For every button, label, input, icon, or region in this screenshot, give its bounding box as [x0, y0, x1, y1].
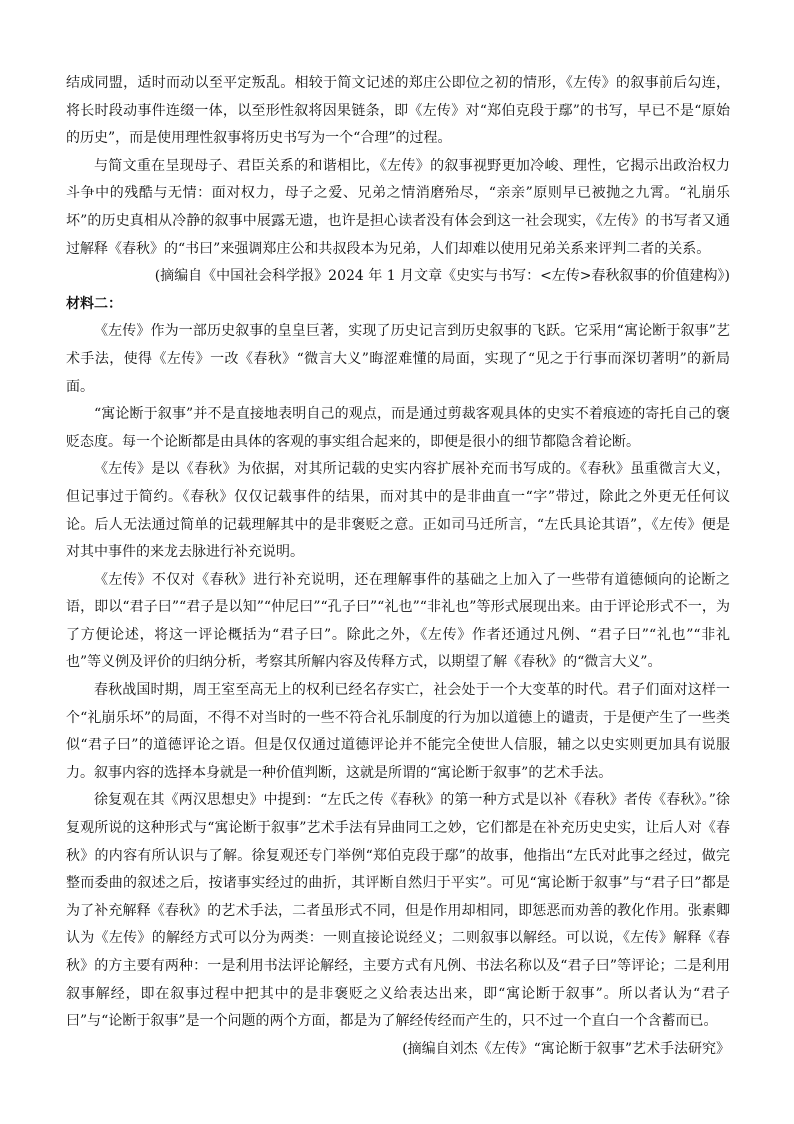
material2-heading: 材料二：: [66, 295, 122, 312]
material1-paragraph-2: 与简文重在呈现母子、君臣关系的和谐相比，《左传》的叙事视野更加冷峻、理性，它揭示出政治权力斗争中的残酷与无情：面对权力，母子之爱、兄弟之情消磨殆尽，“亲亲”原则早已被抛之九霄。“礼崩乐坏”的历史真相从冷静的叙事中展露无遗，也许是担心读者没有体会到这一社会现实，《左传》的书写者又通过解释《春秋》的“书曰”来强调郑庄公和共叔段本为兄弟，人们却难以使用兄弟关系来评判二者的关系。: [66, 157, 730, 257]
material2-paragraph-5: 春秋战国时期，周王室至高无上的权利已经名存实亡，社会处于一个大变革的时代。君子们面对这样一个“礼崩乐坏”的局面，不得不对当时的一些不符合礼乐制度的行为加以道德上的谴责，于是便产生了一些类似“君子曰”的道德评论之语。但是仅仅通过道德评论并不能完全使世人信服，辅之以史实则更加具有说服力。叙事内容的选择本身就是一种价值判断，这就是所谓的“寓论断于叙事”的艺术手法。: [66, 682, 730, 781]
material2-paragraph-3: 《左传》是以《春秋》为依据，对其所记载的史实内容扩展补充而书写成的。《春秋》虽重微言大义，但记事过于简约。《春秋》仅仅记载事件的结果，而对其中的是非曲直一“字”带过，除此之外更无任何议论。后人无法通过简单的记载理解其中的是非褒贬之意。正如司马迁所言，“左氏具论其语”，《左传》便是对其中事件的来龙去脉进行补充说明。: [66, 461, 730, 561]
material2-paragraph-1: 《左传》作为一部历史叙事的皇皇巨著，实现了历史记言到历史叙事的飞跃。它采用“寓论断于叙事”艺术手法，使得《左传》一改《春秋》“微言大义”晦涩难懂的局面，实现了“见之于行事而深切著明”的新局面。: [66, 323, 730, 395]
material2-paragraph-6: 徐复观在其《两汉思想史》中提到：“左氏之传《春秋》的第一种方式是以补《春秋》者传《春秋》。”徐复观所说的这种形式与“寓论断于叙事”艺术手法有异曲同工之妙，它们都是在补充历史史实，让后人对《春秋》的内容有所认识与了解。徐复观还专门举例“郑伯克段于鄢”的故事，他指出“左氏对此事之经过，做完整而委曲的叙述之后，按诸事实经过的曲折，其评断自然归于平实”。可见“寓论断于叙事”与“君子曰”都是为了补充解释《春秋》的艺术手法，二者虽形式不同，但是作用却相同，即惩恶而劝善的教化作用。张素卿认为《左传》的解经方式可以分为两类：一则直接论说经义；二则叙事以解经。可以说，《左传》解释《春秋》的方主要有两种：一是利用书法评论解经，主要方式有凡例、书法名称以及“君子曰”等评论；二是利用叙事解经，即在叙事过程中把其中的是非褒贬之义给表达出来，即“寓论断于叙事”。所以者认为“君子曰”与“论断于叙事”是一个问题的两个方面，都是为了解经传经而产生的，只不过一个直白一个含蓄而已。: [66, 792, 730, 1030]
material1-source: (摘编自《中国社会科学报》2024 年 1 月文章《史实与书写：<左传>春秋叙事的价值建构》): [154, 268, 730, 285]
material2-paragraph-2: “寓论断于叙事”并不是直接地表明自己的观点，而是通过剪裁客观具体的史实不着痕迹的寄托自己的褒贬态度。每一个论断都是由具体的客观的事实组合起来的，即便是很小的细节都隐含着论断。: [66, 406, 730, 450]
material2-paragraph-4: 《左传》不仅对《春秋》进行补充说明，还在理解事件的基础之上加入了一些带有道德倾向的论断之语，即以“君子曰”“君子是以知”“仲尼曰”“孔子曰”“礼也”“非礼也”等形式展现出来。由于评论形式不一，为了方便论述，将这一评论概括为“君子曰”。除此之外，《左传》作者还通过凡例、“君子曰”“礼也”“非礼也”等义例及评价的归纳分析，考察其所解内容及传释方式，以期望了解《春秋》的“微言大义”。: [66, 571, 730, 671]
material2-source: (摘编自刘杰《左传》“寓论断于叙事”艺术手法研究》: [402, 1040, 730, 1057]
document-page: [66, 70, 730, 1063]
material1-paragraph-1: 结成同盟，适时而动以至平定叛乱。相较于简文记述的郑庄公即位之初的情形，《左传》的叙事前后勾连，将长时段动事件连缀一体，以至形性叙将因果链条，即《左传》对“郑伯克段于鄢”的书写，早已不是“原始的历史”，而是使用理性叙事将历史书写为一个“合理”的过程。: [66, 75, 730, 147]
